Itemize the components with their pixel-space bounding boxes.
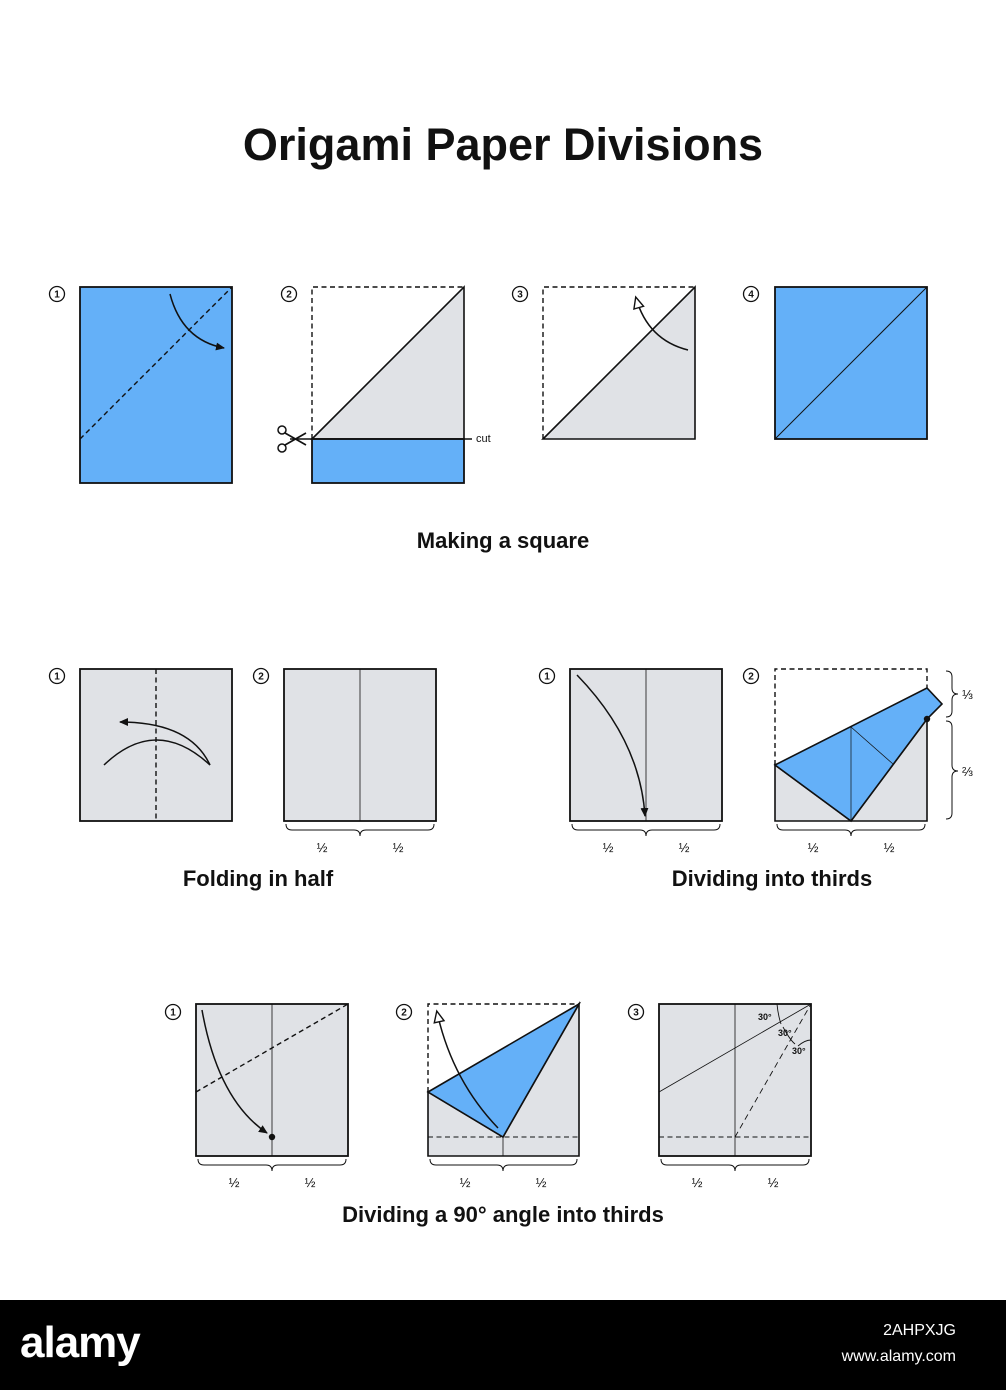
fraction-label: ½ [678,840,690,855]
step-number: 1 [544,671,550,683]
square-step-3 [513,287,696,440]
square-step-2 [278,287,491,484]
step-number: 2 [258,671,264,683]
fraction-label: ½ [392,840,404,855]
angle-step-3 [629,1004,812,1190]
fraction-label: ½ [228,1175,240,1190]
angle-step-1 [166,1004,349,1190]
angle-label: 30° [778,1028,792,1038]
angle-label: 30° [792,1046,806,1056]
step-number: 2 [401,1007,407,1019]
reference-point [924,716,930,722]
paper-rectangle [80,287,232,483]
caption-making-square: Making a square [416,528,590,553]
step-number: 3 [633,1007,639,1019]
side-fraction-label: ⅔ [962,764,973,779]
thirds-step-2 [744,669,974,856]
step-number: 2 [286,289,292,301]
reference-point [269,1134,275,1140]
angle-label: 30° [758,1012,772,1022]
step-number: 3 [517,289,523,301]
folded-triangle [543,287,695,439]
fraction-label: ½ [316,840,328,855]
watermark-footer [0,1300,1006,1390]
step-number: 1 [170,1007,176,1019]
caption-dividing-angle: Dividing a 90° angle into thirds [342,1202,664,1227]
step-number: 1 [54,671,60,683]
folded-triangle [312,287,464,439]
measure-brace [198,1159,346,1171]
fraction-label: ½ [767,1175,779,1190]
caption-folding-half: Folding in half [182,866,334,891]
square-step-4 [744,287,928,440]
section-dividing-angle [166,1004,812,1227]
measure-brace [430,1159,577,1171]
fraction-label: ½ [535,1175,547,1190]
page-title: Origami Paper Divisions [242,119,764,170]
measure-brace-side [946,721,958,819]
measure-brace [572,824,720,836]
cut-label: cut [476,433,491,445]
square-step-1 [50,287,233,484]
half-step-2 [254,669,437,856]
half-step-1 [50,669,233,822]
measure-brace [777,824,925,836]
step-number: 1 [54,289,60,301]
step-number: 4 [748,289,754,301]
measure-brace [661,1159,809,1171]
fraction-label: ½ [459,1175,471,1190]
measure-brace-side [946,671,958,717]
alamy-logo: alamy [20,1318,140,1367]
fraction-label: ½ [304,1175,316,1190]
caption-dividing-thirds: Dividing into thirds [671,866,873,891]
section-dividing-thirds [540,669,974,892]
footer-url[interactable]: www.alamy.com [841,1348,956,1365]
fraction-label: ½ [883,840,895,855]
side-fraction-label: ⅓ [962,687,973,702]
angle-step-2 [397,1004,580,1190]
thirds-step-1 [540,669,723,856]
image-id: 2AHPXJG [883,1322,956,1339]
fraction-label: ½ [602,840,614,855]
fraction-label: ½ [691,1175,703,1190]
fraction-label: ½ [807,840,819,855]
step-number: 2 [748,671,754,683]
measure-brace [286,824,434,836]
section-making-square [50,287,928,554]
section-folding-half [50,669,437,892]
excess-strip [312,439,464,483]
